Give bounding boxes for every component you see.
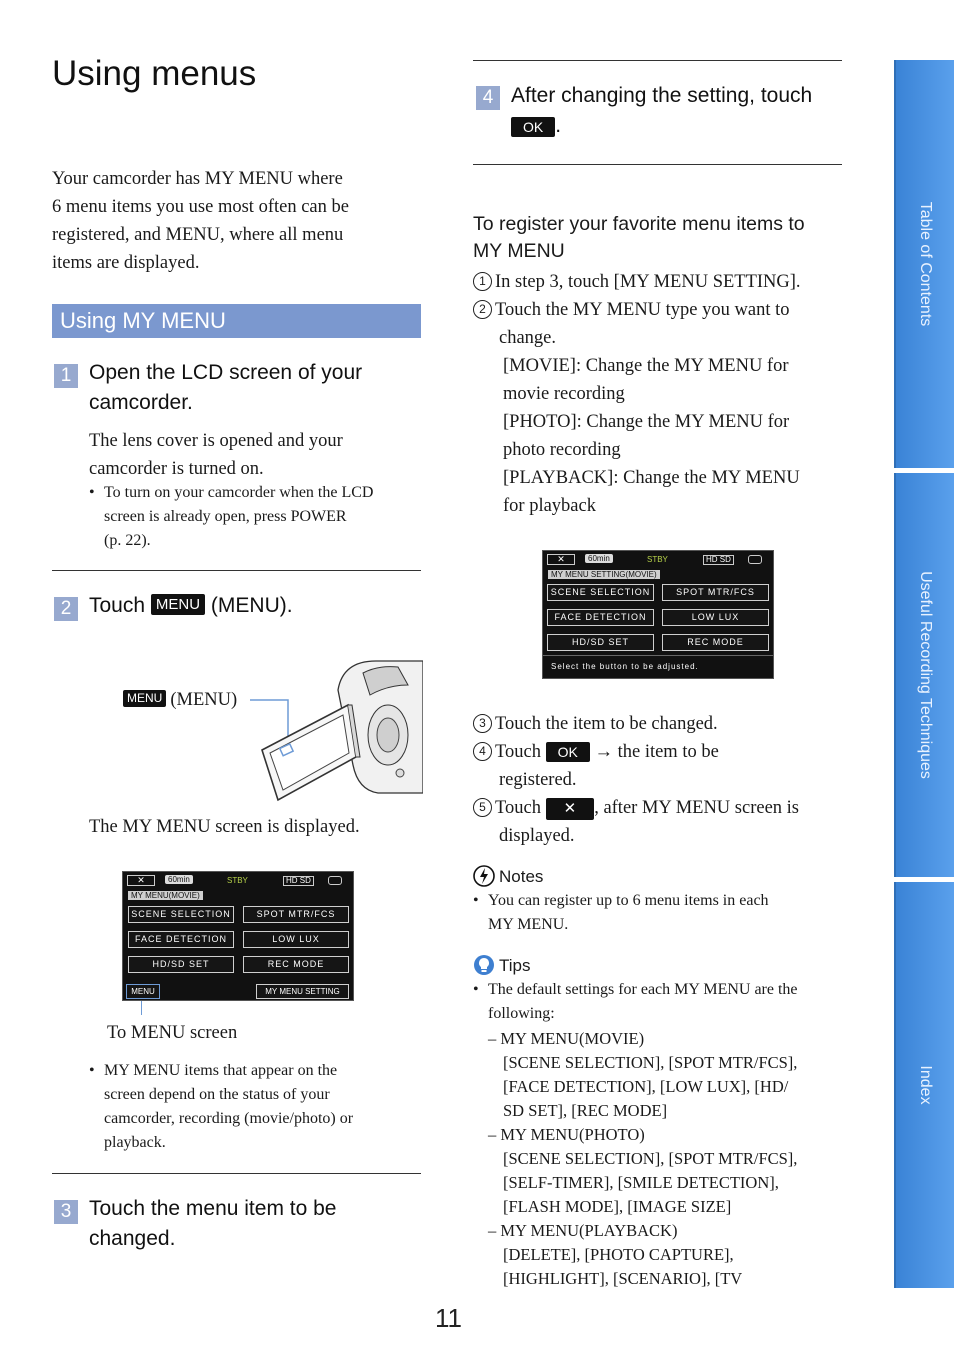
card-icon bbox=[328, 876, 342, 885]
step-number-3: 3 bbox=[54, 1200, 78, 1224]
lcd-button: REC MODE bbox=[243, 956, 349, 973]
lcd-button: SPOT MTR/FCS bbox=[243, 906, 349, 923]
menu-button-icon: MENU bbox=[151, 594, 205, 615]
camcorder-illustration bbox=[248, 655, 423, 805]
divider bbox=[473, 164, 842, 165]
step-4-title: After changing the setting, touch OK . bbox=[511, 84, 813, 137]
page-title: Using menus bbox=[52, 54, 257, 93]
lcd-button: HD/SD SET bbox=[547, 634, 654, 651]
tips-bullet: • The default settings for each MY MENU are the following: bbox=[473, 981, 798, 1022]
my-menu-screen bbox=[122, 871, 354, 1001]
lcd-button: LOW LUX bbox=[662, 609, 769, 626]
lcd-button: SCENE SELECTION bbox=[547, 584, 654, 601]
register-steps-continued: 3 Touch the item to be changed. 4 Touch OK → the item to be registered. 5 Touch ✕ , after MY MENU screen is displayed. bbox=[473, 710, 853, 850]
close-button-icon: ✕ bbox=[546, 798, 595, 820]
tab-index[interactable]: Index bbox=[894, 882, 954, 1288]
lcd-footer-text: Select the button to be adjusted. bbox=[551, 662, 699, 671]
lcd-button: FACE DETECTION bbox=[128, 931, 234, 948]
page-number: 11 bbox=[435, 1303, 462, 1333]
notes-bullet: • You can register up to 6 menu items in each MY MENU. bbox=[473, 892, 769, 933]
lcd-button: SPOT MTR/FCS bbox=[662, 584, 769, 601]
divider bbox=[473, 60, 842, 61]
battery-indicator: 60min bbox=[585, 554, 613, 563]
tips-heading: Tips bbox=[473, 954, 531, 976]
to-menu-screen: To MENU screen bbox=[107, 1023, 238, 1043]
tips-defaults: – MY MENU(MOVIE) [SCENE SELECTION], [SPOT MTR/FCS], [FACE DETECTION], [LOW LUX], [HD/ SD SET], [REC MODE] – MY MENU(PHOTO) [SCENE SELECTION], [SPOT MTR/FCS], [SELF-TIMER], [SMILE DETECTION], [FLASH MODE], [IMAGE SIZE] – MY MENU(PLAYBACK) [DELETE], [PHOTO CAPTURE], [HIGHLIGHT], [SCENARIO], [TV bbox=[488, 1029, 798, 1288]
tab-useful-recording-techniques[interactable]: Useful Recording Techniques bbox=[894, 473, 954, 877]
step-2-title: Touch MENU (MENU). bbox=[89, 594, 293, 617]
tab-table-of-contents[interactable]: Table of Contents bbox=[894, 60, 954, 468]
lcd-button: FACE DETECTION bbox=[547, 609, 654, 626]
step-number-1: 1 bbox=[54, 364, 78, 388]
notes-icon bbox=[473, 865, 495, 887]
menu-callout: MENU (MENU) bbox=[123, 686, 237, 714]
lcd-button: LOW LUX bbox=[243, 931, 349, 948]
my-menu-setting-header: MY MENU SETTING(MOVIE) bbox=[548, 570, 660, 579]
my-menu-displayed: The MY MENU screen is displayed. bbox=[89, 817, 360, 837]
card-icon bbox=[748, 555, 762, 564]
my-menu-setting-button: MY MENU SETTING bbox=[256, 984, 349, 999]
menu-screen-button: MENU bbox=[126, 984, 160, 999]
lcd-button: SCENE SELECTION bbox=[128, 906, 234, 923]
step-number-4: 4 bbox=[476, 86, 500, 110]
menu-badge-icon: MENU bbox=[123, 690, 166, 707]
ok-button-icon: OK bbox=[546, 742, 590, 762]
battery-indicator: 60min bbox=[165, 875, 193, 884]
my-menu-header: MY MENU(MOVIE) bbox=[128, 891, 203, 900]
step-1-title: Open the LCD screen of your camcorder. bbox=[89, 361, 363, 414]
intro-text: Your camcorder has MY MENU where 6 menu items you use most often can be registered, and MENU, where all menu items are displayed. bbox=[52, 169, 349, 273]
divider bbox=[52, 1173, 421, 1174]
step-2-bullet: • MY MENU items that appear on the screen depend on the status of your camcorder, recording (movie/photo) or playback. bbox=[89, 1062, 354, 1151]
my-menu-setting-screen bbox=[542, 550, 774, 679]
lcd-button: REC MODE bbox=[662, 634, 769, 651]
standby-indicator: STBY bbox=[227, 876, 248, 885]
lcd-button: HD/SD SET bbox=[128, 956, 234, 973]
standby-indicator: STBY bbox=[647, 555, 668, 564]
register-steps: 1 In step 3, touch [MY MENU SETTING]. 2 Touch the MY MENU type you want to change. [MOVIE]: Change the MY MENU for movie recording [PHOTO]: Change the MY MENU for photo recording [PLAYBACK]: Change the MY MENU for playback bbox=[473, 268, 853, 520]
lightbulb-icon bbox=[473, 954, 495, 976]
close-icon: ✕ bbox=[547, 554, 575, 565]
close-icon: ✕ bbox=[127, 875, 155, 886]
step-3-title: Touch the menu item to be changed. bbox=[89, 1197, 337, 1250]
hd-sd-indicator: HD SD bbox=[703, 555, 734, 565]
step-number-2: 2 bbox=[54, 597, 78, 621]
notes-heading: Notes bbox=[473, 865, 543, 887]
section-heading: Using MY MENU bbox=[52, 304, 421, 338]
step-1-body: The lens cover is opened and your camcorder is turned on. bbox=[89, 431, 343, 479]
step-1-bullet: • To turn on your camcorder when the LCD screen is already open, press POWER (p. 22). bbox=[89, 484, 374, 549]
ok-button-icon: OK bbox=[511, 117, 555, 137]
hd-sd-indicator: HD SD bbox=[283, 876, 314, 886]
divider bbox=[52, 570, 421, 571]
callout-line bbox=[141, 1001, 142, 1015]
register-heading: To register your favorite menu items to MY MENU bbox=[473, 213, 805, 262]
